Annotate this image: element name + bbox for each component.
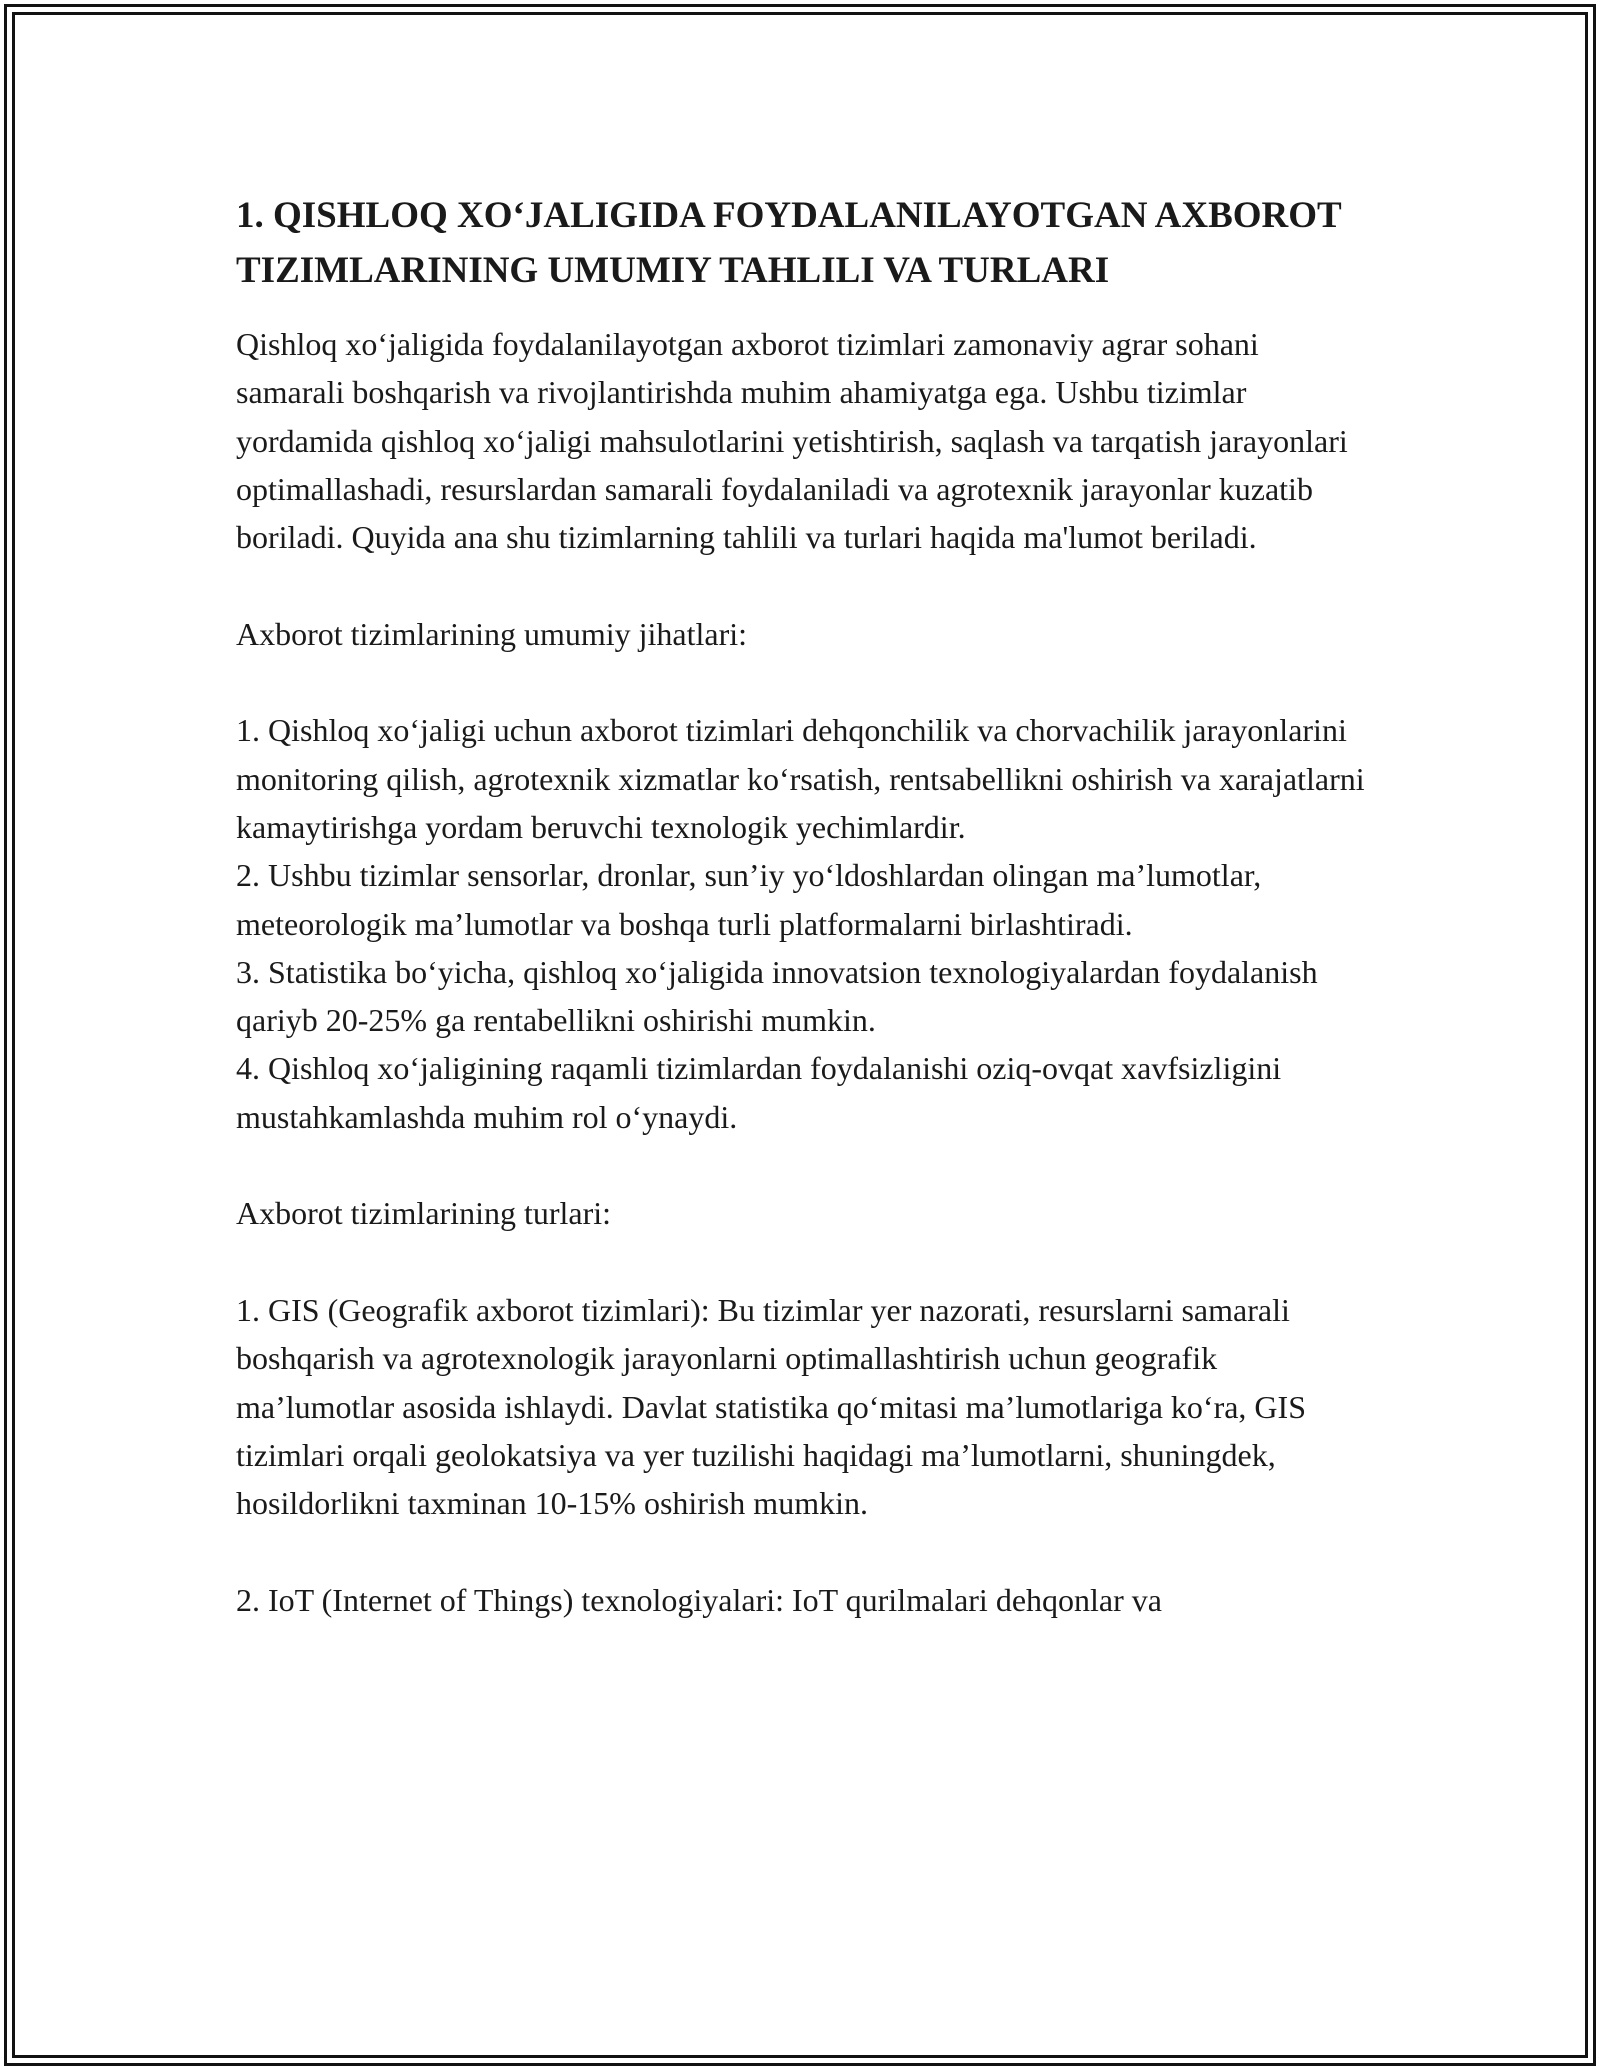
paragraph-gap bbox=[236, 561, 1366, 609]
list-item-types-iot: 2. IoT (Internet of Things) texnologiyalari: IoT qurilmalari dehqonlar va bbox=[236, 1581, 1162, 1618]
section-heading-general: Axborot tizimlarining umumiy jihatlari: bbox=[236, 615, 748, 652]
paragraph-gap bbox=[236, 1527, 1366, 1575]
document-body bbox=[236, 188, 1366, 1624]
section-heading-types: Axborot tizimlarining turlari: bbox=[236, 1195, 612, 1232]
list-item-general-4: 4. Qishloq xo‘jaligining raqamli tizimlardan foydalanishi oziq-ovqat xavfsizligini mustahkamlashda muhim rol o‘ynaydi. bbox=[236, 1050, 1282, 1135]
list-item-types-gis: 1. GIS (Geografik axborot tizimlari): Bu tizimlar yer nazorati, resurslarni samarali boshqarish va agrotexnologik jarayonlarni optimallashtirish uchun geografik ma’lumotlar asosida ishlaydi. Davlat statistika qo‘mitasi ma’lumotlariga ko‘ra, GIS tizimlari orqali geolokatsiya va yer tuzilishi haqidagi ma’lumotlarni, shuningdek, hosildorlikni taxminan 10-15% oshirish mumkin. bbox=[236, 1291, 1306, 1522]
list-item-general-2: 2. Ushbu tizimlar sensorlar, dronlar, sun’iy yo‘ldoshlardan olingan ma’lumotlar, meteorologik ma’lumotlar va boshqa turli platformalarni birlashtiradi. bbox=[236, 857, 1262, 942]
list-item-general-1: 1. Qishloq xo‘jaligi uchun axborot tizimlari dehqonchilik va chorvachilik jarayonlarini monitoring qilish, agrotexnik xizmatlar ko‘rsatish, rentsabellikni oshirish va xarajatlarni kamaytirishga yordam beruvchi texnologik yechimlardir. bbox=[236, 712, 1365, 845]
document-title: 1. QISHLOQ XO‘JALIGIDA FOYDALANILAYOTGAN AXBOROT TIZIMLARINING UMUMIY TAHLILI VA TURLARI bbox=[236, 195, 1342, 291]
paragraph-gap bbox=[236, 658, 1366, 706]
paragraph-gap bbox=[236, 1238, 1366, 1286]
list-item-general-3: 3. Statistika bo‘yicha, qishloq xo‘jaligida innovatsion texnologiyalardan foydalanish qariyb 20-25% ga rentabellikni oshirishi mumkin. bbox=[236, 953, 1318, 1039]
intro-paragraph: Qishloq xo‘jaligida foydalanilayotgan axborot tizimlari zamonaviy agrar sohani samarali boshqarish va rivojlantirishda muhim ahamiyatga ega. Ushbu tizimlar yordamida qishloq xo‘jaligi mahsulotlarini yetishtirish, saqlash va tarqatish jarayonlari optimallashadi, resurslardan samarali foydalaniladi va agrotexnik jarayonlar kuzatib boriladi. Quyida ana shu tizimlarning tahlili va turlari haqida ma'lumot beriladi. bbox=[236, 326, 1348, 556]
paragraph-gap bbox=[236, 1141, 1366, 1189]
